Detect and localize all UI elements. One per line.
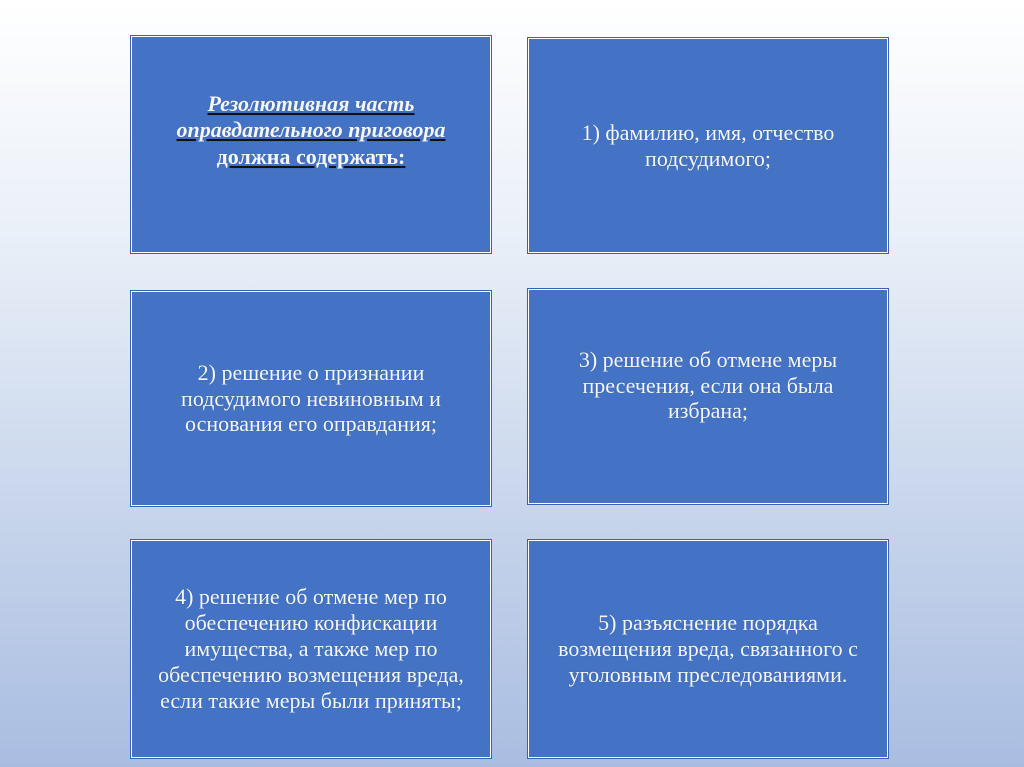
- heading-bold-part: должна содержать:: [216, 143, 406, 169]
- item-text-3: 3) решение об отмене меры пресечения, если она была избрана;: [578, 346, 838, 424]
- heading-box: [131, 36, 491, 253]
- item-box-4: [131, 540, 491, 758]
- item-box-1: [528, 38, 888, 253]
- item-text-5: 5) разъяснение порядка возмещения вреда, связанного с уголовным преследованиями.: [558, 610, 858, 687]
- heading-italic-part: Резолютивная часть оправдательного приговора: [176, 90, 446, 143]
- item-box-5: [528, 540, 888, 758]
- item-text-4: 4) решение об отмене мер по обеспечению конфискации имущества, а также мер по обеспечению возмещения вреда, если такие меры были приняты;: [158, 584, 464, 713]
- item-box-2: [131, 291, 491, 506]
- item-text-1: 1) фамилию, имя, отчество подсудимого;: [581, 119, 835, 171]
- item-text-2: 2) решение о признании подсудимого невиновным и основания его оправдания;: [181, 359, 441, 437]
- heading-text: [150, 91, 472, 198]
- item-box-3: [528, 289, 888, 504]
